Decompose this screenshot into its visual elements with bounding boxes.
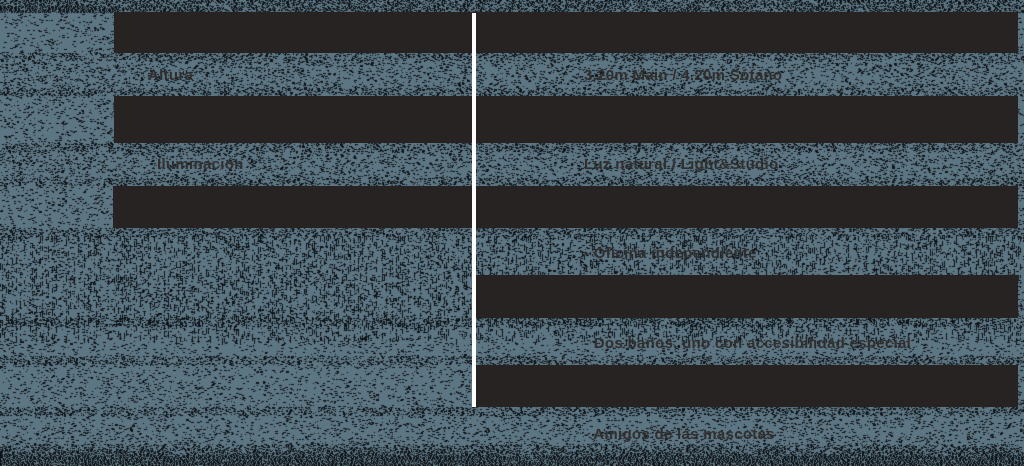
- column-divider-line: [472, 13, 476, 407]
- spec-label-altura: Altura: [148, 67, 194, 84]
- spec-value-iluminacion: Luz natural / Light&Studio: [584, 156, 779, 173]
- spec-label-iluminacion: Iluminación: [157, 156, 244, 173]
- redacted-bar: [113, 186, 1018, 228]
- feature-item-mascotas: - Amigos de las mascotas: [584, 426, 775, 443]
- spec-value-altura: 3.20m Main / 4.20m Sótano: [584, 67, 783, 84]
- redacted-bar: [476, 365, 1018, 407]
- feature-item-oficina: - Oficina independiente: [584, 245, 757, 262]
- feature-item-banos: - Dos baños, uno con accesibilidad especial: [584, 335, 912, 352]
- redacted-bar: [114, 96, 1018, 143]
- redacted-bar: [476, 275, 1018, 318]
- redacted-bar: [114, 12, 1018, 53]
